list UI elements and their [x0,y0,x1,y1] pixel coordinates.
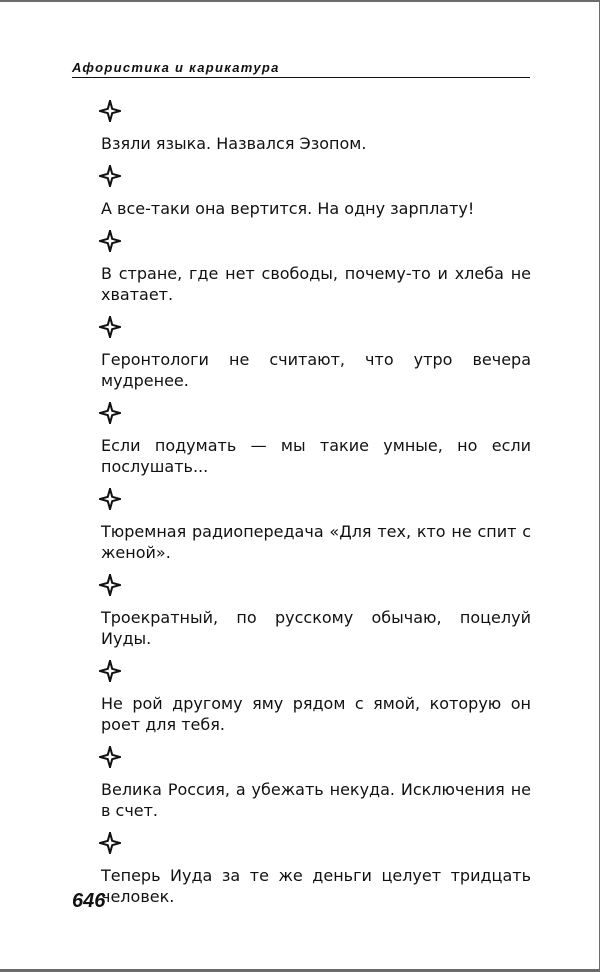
aphorism-entry [101,230,531,305]
four-point-star-icon [99,402,121,424]
aphorism-entry [101,402,531,477]
aphorism-entry [101,660,531,735]
scan-top-edge [0,0,600,2]
four-point-star-icon [99,316,121,338]
aphorism-text: Тюремная радиопередача «Для тех, кто не спит с женой». [101,522,531,562]
aphorism-entry [101,832,531,907]
running-head: Афористика и карикатура [72,60,280,75]
aphorism-text: Теперь Иуда за те же деньги целует тридцать человек. [101,866,531,906]
four-point-star-icon [99,660,121,682]
aphorism-text: В стране, где нет свободы, почему-то и хлеба не хватает. [101,264,531,304]
aphorism-text: Если подумать — мы такие умные, но если послушать... [101,436,531,476]
four-point-star-icon [99,165,121,187]
header-rule [72,77,530,78]
page-number: 646 [72,890,106,912]
aphorism-list [101,100,531,918]
aphorism-entry [101,100,531,154]
four-point-star-icon [99,488,121,510]
aphorism-text: А все-таки она вертится. На одну зарплату! [101,199,475,218]
aphorism-entry [101,488,531,563]
aphorism-text: Не рой другому яму рядом с ямой, которую он роет для тебя. [101,694,531,734]
four-point-star-icon [99,832,121,854]
four-point-star-icon [99,100,121,122]
aphorism-entry [101,746,531,821]
four-point-star-icon [99,230,121,252]
four-point-star-icon [99,574,121,596]
aphorism-entry [101,316,531,391]
aphorism-entry [101,574,531,649]
aphorism-text: Велика Россия, а убежать некуда. Исключения не в счет. [101,780,531,820]
four-point-star-icon [99,746,121,768]
aphorism-entry [101,165,531,219]
aphorism-text: Взяли языка. Назвался Эзопом. [101,134,367,153]
aphorism-text: Троекратный, по русскому обычаю, поцелуй Иуды. [101,608,531,648]
aphorism-text: Геронтологи не считают, что утро вечера мудренее. [101,350,531,390]
